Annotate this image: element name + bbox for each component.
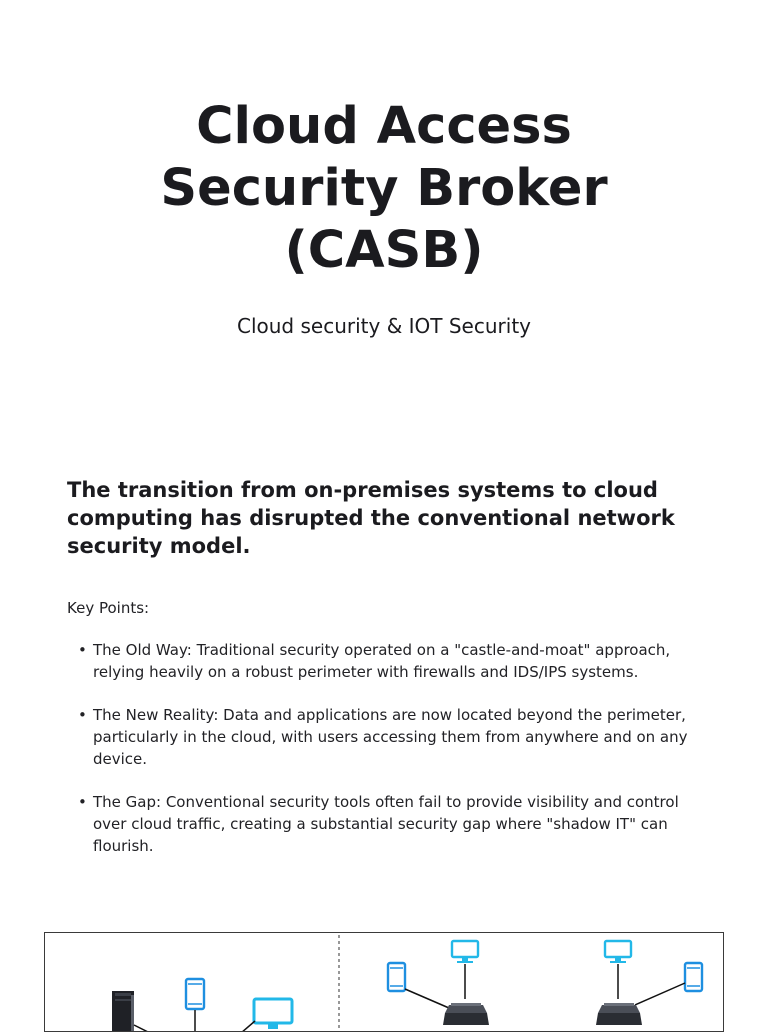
bullet-text: The Gap: Conventional security tools often fail to provide visibility and control over cloud traffic, creating a substantial security gap where "shadow IT" can flourish. [93, 792, 679, 855]
mobile-phone-icon [388, 963, 405, 991]
desktop-monitor-icon [254, 999, 292, 1029]
mobile-phone-icon [186, 979, 204, 1009]
list-item [67, 792, 707, 857]
title-line-2: Security Broker [160, 159, 608, 218]
network-diagram [44, 932, 724, 1032]
link-line [635, 983, 685, 1005]
router-icon [596, 1003, 642, 1025]
key-points-label: Key Points: [67, 599, 150, 617]
router-icon [443, 1003, 489, 1025]
title-line-3: (CASB) [284, 221, 484, 280]
link-line [405, 989, 449, 1008]
bullet-text: The Old Way: Traditional security operated on a "castle-and-moat" approach, relying heavily on a robust perimeter with firewalls and IDS/IPS systems. [93, 641, 671, 681]
key-points-list [67, 640, 707, 879]
section-heading: The transition from on-premises systems to cloud computing has disrupted the conventional network security model. [67, 478, 675, 558]
mobile-phone-icon [685, 963, 702, 991]
page-title [0, 96, 768, 282]
bullet-dot: • [78, 792, 87, 811]
subtitle: Cloud security & IOT Security [237, 314, 531, 338]
bullet-dot: • [78, 706, 87, 725]
server-icon [112, 991, 134, 1032]
link-line [241, 1021, 255, 1032]
list-item [67, 640, 707, 684]
bullet-text: The New Reality: Data and applications are now located beyond the perimeter, particularly in the cloud, with users accessing them from anywhere and on any device. [93, 706, 688, 768]
title-line-1: Cloud Access [196, 97, 572, 156]
network-diagram-svg [45, 933, 724, 1032]
desktop-monitor-icon [605, 941, 631, 963]
list-item [67, 705, 707, 770]
bullet-dot: • [78, 641, 87, 659]
link-line [134, 1025, 150, 1032]
desktop-monitor-icon [452, 941, 478, 963]
